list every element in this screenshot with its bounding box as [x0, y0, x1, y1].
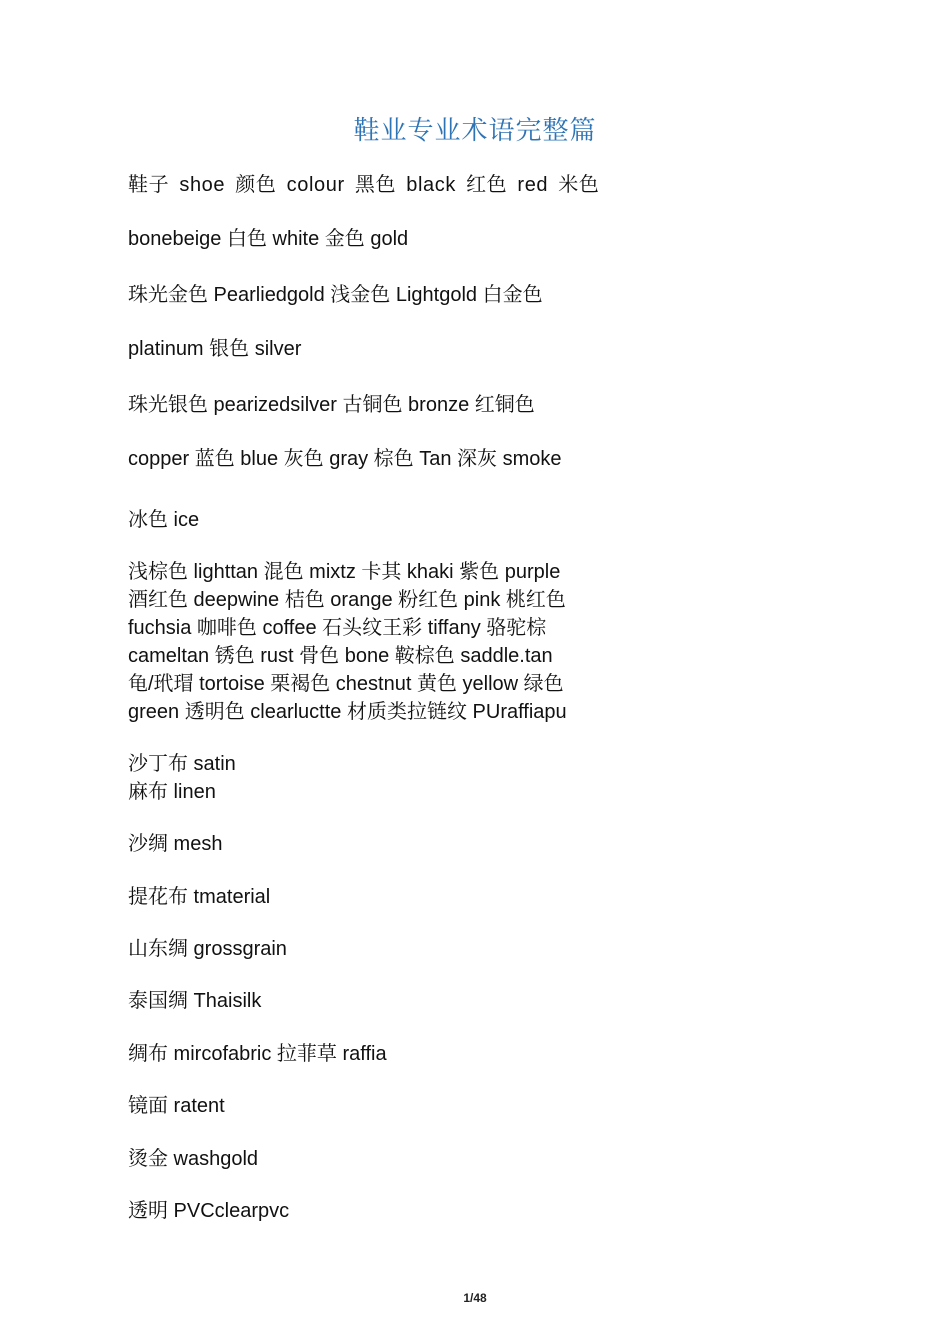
text-line: 酒红色 deepwine 桔色 orange 粉红色 pink 桃红色 [128, 589, 566, 611]
text-line: 浅棕色 lighttan 混色 mixtz 卡其 khaki 紫色 purple [128, 561, 561, 583]
page-number: 1/48 [463, 1291, 487, 1305]
document-title: 鞋业专业术语完整篇 [353, 116, 597, 146]
text-line: cameltan 锈色 rust 骨色 bone 鞍棕色 saddle.tan [128, 645, 553, 667]
text-line: copper 蓝色 blue 灰色 gray 棕色 Tan 深灰 smoke [128, 448, 562, 470]
text-line: 沙丁布 satin [128, 753, 236, 775]
text-line: fuchsia 咖啡色 coffee 石头纹王彩 tiffany 骆驼棕 [128, 617, 547, 639]
text-line: green 透明色 clearluctte 材质类拉链纹 PUraffiapu [128, 701, 567, 723]
text-line: 沙绸 mesh [128, 833, 223, 855]
text-line: 提花布 tmaterial [128, 886, 271, 908]
text-line: 冰色 ice [128, 509, 200, 531]
text-line: bonebeige 白色 white 金色 gold [128, 228, 409, 250]
text-line: 鞋子 shoe 颜色 colour 黑色 black 红色 red 米色 [128, 174, 600, 196]
text-line: 龟/玳瑁 tortoise 栗褐色 chestnut 黄色 yellow 绿色 [128, 673, 564, 695]
text-line: 珠光金色 Pearliedgold 浅金色 Lightgold 白金色 [128, 284, 543, 306]
text-line: 绸布 mircofabric 拉菲草 raffia [128, 1043, 387, 1065]
text-line: 透明 PVCclearpvc [128, 1200, 290, 1222]
text-line: 烫金 washgold [128, 1148, 259, 1170]
text-line: 麻布 linen [128, 781, 216, 803]
text-line: 珠光银色 pearizedsilver 古铜色 bronze 红铜色 [128, 394, 535, 416]
text-line: platinum 银色 silver [128, 338, 302, 360]
text-line: 山东绸 grossgrain [128, 938, 287, 960]
text-line: 镜面 ratent [128, 1095, 225, 1117]
text-line: 泰国绸 Thaisilk [128, 990, 262, 1012]
